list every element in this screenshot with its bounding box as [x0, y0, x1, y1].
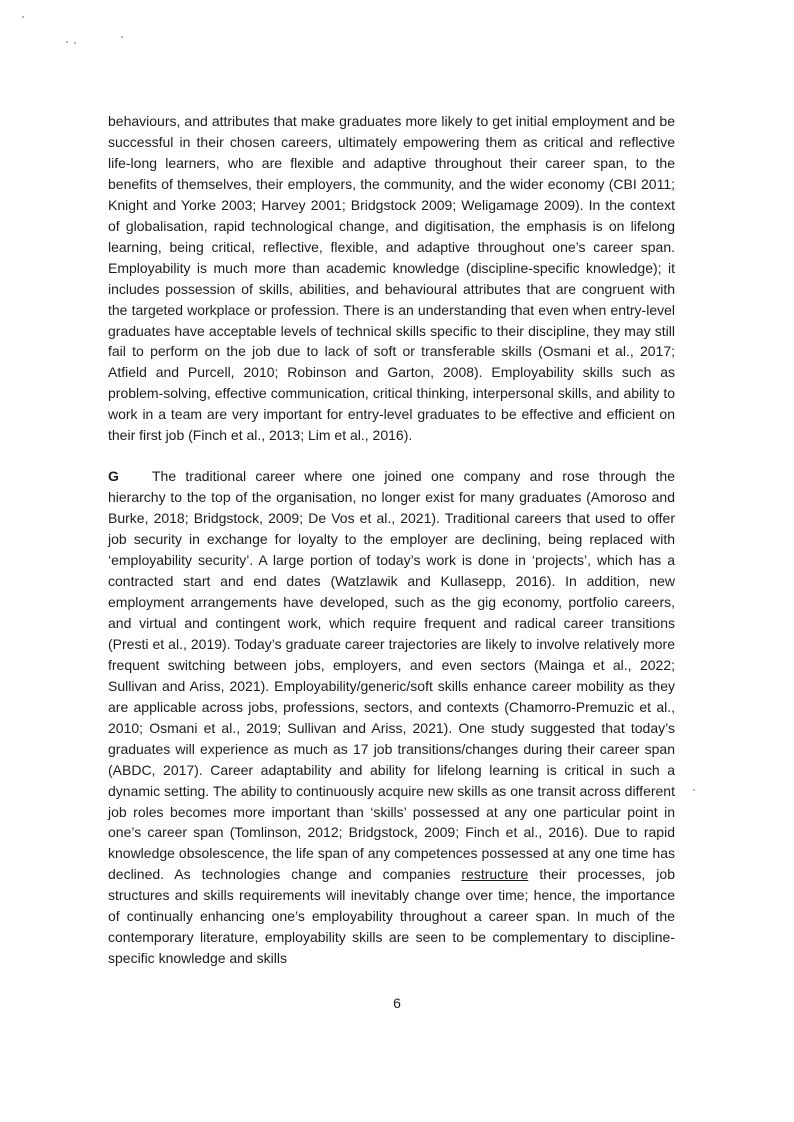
paragraph-g	[108, 466, 675, 969]
underlined-word: restructure	[461, 866, 529, 883]
body-text	[108, 111, 675, 969]
scan-speck	[66, 41, 68, 43]
page-number: 6	[393, 995, 401, 1011]
scan-speck	[693, 789, 695, 791]
paragraph-g-text-before: The traditional career where one joined one company and rose through the hierarchy to the top of the organisation, no longer exist for many graduates (Amoroso and Burke, 2018; Bridgstock, 2009; De Vos et al., 2021). Traditional careers that used to offer job security in exchange for loyalty to the employer are declining, being replaced with ‘employability security’. A large portion of today’s work is done in ‘projects’, which has a contracted start and end dates (Watzlawik and Kullasepp, 2016). In addition, new employment arrangements have developed, such as the gig economy, portfolio careers, and virtual and contingent work, which require frequent and radical career transitions (Presti et al., 2019). Today’s graduate career trajectories are likely to involve relatively more frequent switching between jobs, employers, and even sectors (Mainga et al., 2022; Sullivan and Ariss, 2021). Employability/generic/soft skills enhance career mobility as they are applicable across jobs, professions, sectors, and contexts (Chamorro-Premuzic et al., 2010; Osmani et al., 2019; Sullivan and Ariss, 2021). One study suggested that today’s graduates will experience as much as 17 job transitions/changes during their career span (ABDC, 2017). Career adaptability and ability for lifelong learning is critical in such a dynamic setting. The ability to continuously acquire new skills as one transit across different job roles becomes more important than ‘skills’ possessed at any one particular point in one’s career span (Tomlinson, 2012; Bridgstock, 2009; Finch et al., 2016). Due to rapid knowledge obsolescence, the life span of any competences possessed at any one time has declined. As technologies change and companies	[108, 468, 675, 883]
paragraph-g-text-after: their processes, job structures and skills requirements will inevitably change over time; hence, the importance of continually enhancing one’s employability throughout a career span. In much of the contemporary literature, employability skills are seen to be complementary to discipline-specific knowledge and skills	[108, 866, 675, 967]
paragraph-letter: G	[108, 468, 119, 485]
scan-speck	[121, 36, 123, 38]
scan-speck	[22, 16, 24, 18]
scan-speck	[74, 42, 76, 44]
paragraph-f-continued: behaviours, and attributes that make graduates more likely to get initial employment and be successful in their chosen careers, ultimately empowering them as critical and reflective life-long learners, who are flexible and adaptive throughout their career span, to the benefits of themselves, their employers, the community, and the wider economy (CBI 2011; Knight and Yorke 2003; Harvey 2001; Bridgstock 2009; Weligamage 2009). In the context of globalisation, rapid technological change, and digitisation, the emphasis is on lifelong learning, being critical, reflective, flexible, and adaptive throughout one’s career span. Employability is much more than academic knowledge (discipline-specific knowledge); it includes possession of skills, abilities, and behavioural attributes that are congruent with the targeted workplace or profession. There is an understanding that even when entry-level graduates have acceptable levels of technical skills specific to their discipline, they may still fail to perform on the job due to lack of soft or transferable skills (Osmani et al., 2017; Atfield and Purcell, 2010; Robinson and Garton, 2008). Employability skills such as problem-solving, effective communication, critical thinking, interpersonal skills, and ability to work in a team are very important for entry-level graduates to be effective and efficient on their first job (Finch et al., 2013; Lim et al., 2016).	[108, 113, 675, 444]
